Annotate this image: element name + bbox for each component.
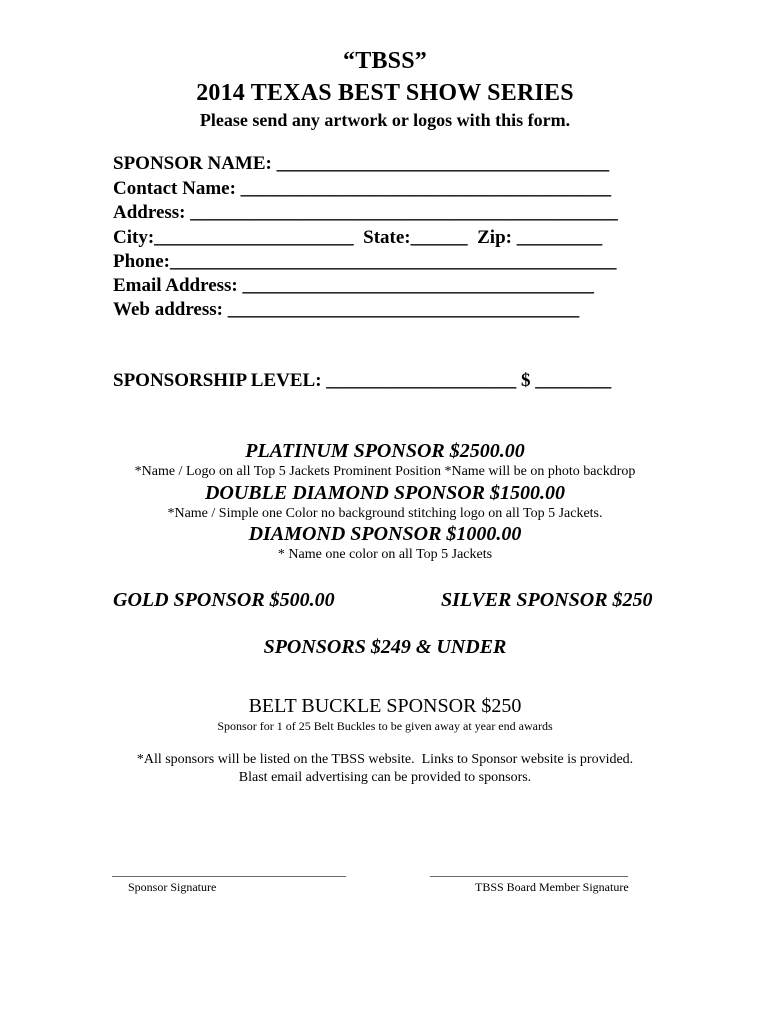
email-field[interactable]: Email Address: _____________________________________ (113, 275, 595, 296)
belt-buckle-sponsor-desc: Sponsor for 1 of 25 Belt Buckles to be given away at year end awards (217, 719, 553, 733)
platinum-sponsor-title: PLATINUM SPONSOR $2500.00 (245, 440, 525, 462)
platinum-sponsor-desc: *Name / Logo on all Top 5 Jackets Prominent Position *Name will be on photo backdrop (134, 464, 636, 479)
sponsor-name-field[interactable]: SPONSOR NAME: ___________________________________ (113, 153, 610, 174)
address-field[interactable]: Address: _____________________________________________ (113, 202, 618, 223)
title-tbss: “TBSS” (343, 48, 427, 74)
city-state-zip-field[interactable]: City:_____________________ State:______ Zip: _________ (113, 227, 603, 248)
belt-buckle-sponsor-title: BELT BUCKLE SPONSOR $250 (248, 695, 522, 717)
web-address-field[interactable]: Web address: _____________________________________ (113, 299, 580, 320)
board-member-signature-label: TBSS Board Member Signature (475, 880, 629, 894)
silver-sponsor-title: SILVER SPONSOR $250 (441, 589, 653, 611)
sponsor-signature-label: Sponsor Signature (128, 880, 217, 894)
sponsors-under-title: SPONSORS $249 & UNDER (263, 636, 507, 658)
notes-line-1: *All sponsors will be listed on the TBSS website. Links to Sponsor website is provided. (136, 752, 634, 767)
diamond-sponsor-desc: * Name one color on all Top 5 Jackets (277, 547, 493, 562)
board-member-signature-line[interactable]: _________________________________ (430, 864, 628, 878)
phone-field[interactable]: Phone:_______________________________________________ (113, 251, 617, 272)
diamond-sponsor-title: DIAMOND SPONSOR $1000.00 (248, 523, 522, 545)
double-diamond-sponsor-desc: *Name / Simple one Color no background stitching logo on all Top 5 Jackets. (167, 506, 603, 521)
subtitle-instructions: Please send any artwork or logos with this form. (199, 110, 571, 130)
double-diamond-sponsor-title: DOUBLE DIAMOND SPONSOR $1500.00 (204, 482, 566, 504)
sponsor-signature-line[interactable]: _______________________________________ (112, 864, 346, 878)
notes-line-2: Blast email advertising can be provided to sponsors. (238, 770, 532, 785)
gold-sponsor-title: GOLD SPONSOR $500.00 (113, 589, 335, 611)
contact-name-field[interactable]: Contact Name: _______________________________________ (113, 178, 612, 199)
title-series: 2014 TEXAS BEST SHOW SERIES (196, 80, 574, 106)
sponsorship-level-field[interactable]: SPONSORSHIP LEVEL: ____________________ $ ________ (113, 370, 612, 391)
